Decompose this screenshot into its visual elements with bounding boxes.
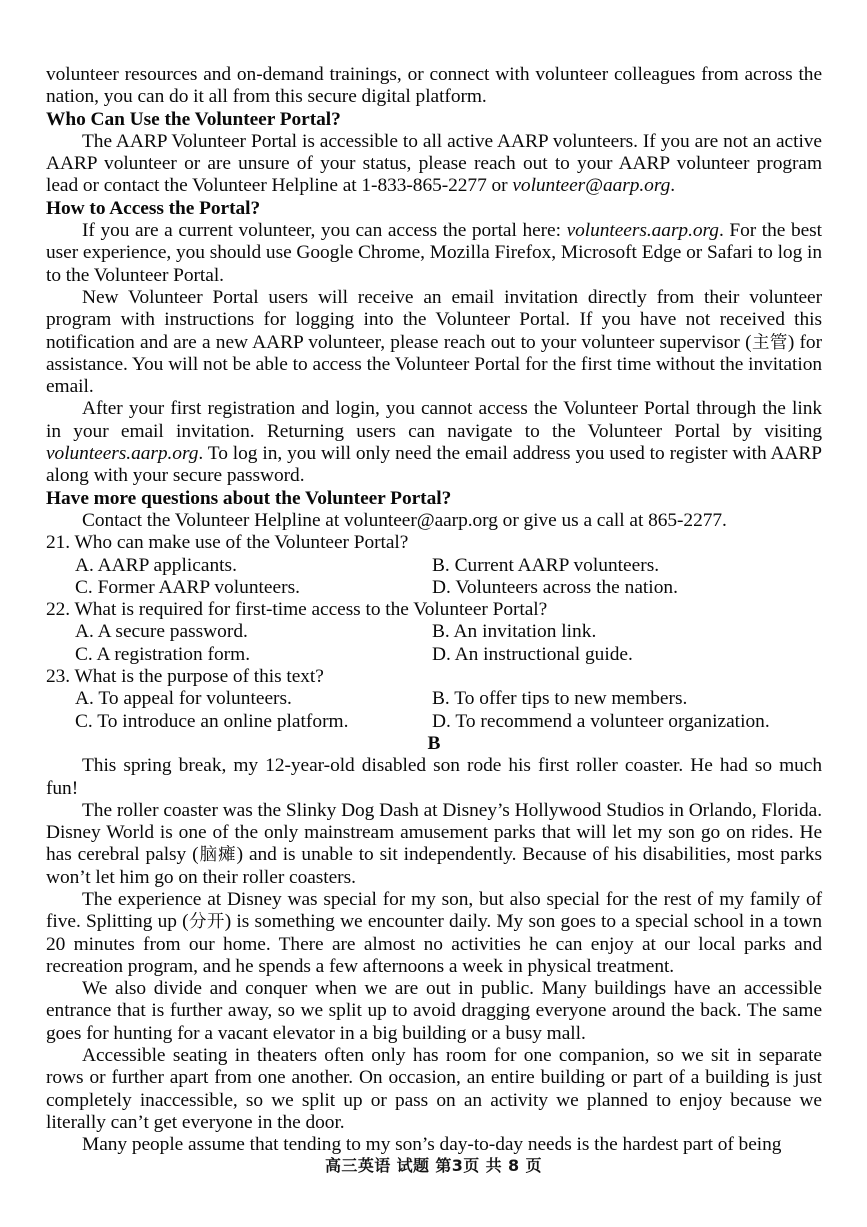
paragraph-access-2: [46, 287, 822, 398]
paragraph-access-3: [46, 398, 822, 487]
passage-b-paragraph-1: This spring break, my 12-year-old disabled son rode his first roller coaster. He had so much fun!: [46, 755, 822, 799]
paragraph-access-1: [46, 220, 822, 287]
question-23-option-b[interactable]: B. To offer tips to new members.: [432, 688, 688, 710]
heading-who-can-use: Who Can Use the Volunteer Portal?: [46, 108, 341, 130]
who-can-use-text-end: .: [670, 175, 676, 197]
paragraph-contact-helpline: Contact the Volunteer Helpline at volunteer@aarp.org or give us a call at 865-2277.: [82, 509, 727, 531]
access-2-end: ) for assistance. You will not be able to access the Volunteer Portal for the first time without the invitation email.: [46, 331, 822, 398]
question-21-option-d[interactable]: D. Volunteers across the nation.: [432, 576, 678, 598]
gloss-cerebral-palsy: 脑瘫: [198, 845, 237, 866]
gloss-supervisor: 主管: [751, 332, 788, 353]
question-22-option-d[interactable]: D. An instructional guide.: [432, 643, 633, 665]
question-22-option-c[interactable]: C. A registration form.: [75, 643, 251, 665]
passage-b-paragraph-2: [46, 800, 822, 889]
heading-how-to-access: How to Access the Portal?: [46, 197, 261, 219]
passage-b-paragraph-3: [46, 889, 822, 978]
section-letter-b: B: [427, 732, 441, 754]
page-content: [46, 64, 822, 1157]
question-21-options-row-1: [46, 555, 822, 577]
question-23-option-a[interactable]: A. To appeal for volunteers.: [75, 688, 292, 710]
access-2-start: New Volunteer Portal users will receive an email invitation directly from their volunteer program with instructions for logging into the Volunteer Portal. If you have not received this notification and are a new AARP volunteer, please reach out to your volunteer supervisor (: [46, 286, 822, 353]
question-22-stem: 22. What is required for first-time access to the Volunteer Portal?: [46, 599, 548, 621]
p3-start: The experience at Disney was special for my son, but also special for the rest of my family of five. Splitting up (: [46, 888, 822, 933]
access-1-end: . For the best user experience, you should use Google Chrome, Mozilla Firefox, Microsoft Edge or Safari to log in to the Volunteer Portal.: [46, 220, 822, 286]
question-21-options-row-2: [46, 577, 822, 599]
p2-start: The roller coaster was the Slinky Dog Dash at Disney’s Hollywood Studios in Orlando, Florida. Disney World is one of the only mainstream amusement parks that will let my son go on rides. He has cerebral palsy (: [46, 799, 822, 866]
passage-b-paragraph-5: Accessible seating in theaters often only has room for one companion, so we sit in separate rows or further apart from one another. On occasion, an entire building or part of a building is just completely inaccessible, so we split up or pass on an activity we planned to enjoy because we literally can’t get everyone in the door.: [46, 1045, 822, 1133]
heading-have-more-questions: Have more questions about the Volunteer Portal?: [46, 487, 452, 509]
question-23-options-row-1: [46, 688, 822, 710]
question-22-option-b[interactable]: B. An invitation link.: [432, 621, 597, 643]
portal-url-italic-1: volunteers.aarp.org: [566, 220, 719, 242]
who-can-use-text: The AARP Volunteer Portal is accessible to all active AARP volunteers. If you are not an active AARP volunteer or are unsure of your status, please reach out to your AARP volunteer program lead or contact the Volunteer Helpline at 1-833-865-2277 or: [46, 130, 822, 197]
passage-a-continuation: volunteer resources and on-demand trainings, or connect with volunteer colleagues from across the nation, you can do it all from this secure digital platform.: [46, 64, 822, 108]
p3-end: ) is something we encounter daily. My son goes to a special school in a town 20 minutes from our home. There are almost no activities he can enjoy at our local parks and recreation program, and he spends a few afternoons a week in physical treatment.: [46, 911, 822, 977]
access-1-start: If you are a current volunteer, you can access the portal here:: [82, 220, 567, 242]
question-21-stem: 21. Who can make use of the Volunteer Portal?: [46, 532, 409, 554]
access-3-end: . To log in, you will only need the email address you used to register with AARP along with your secure password.: [46, 443, 822, 487]
question-23-stem: 23. What is the purpose of this text?: [46, 666, 324, 688]
question-22-options-row-1: [46, 621, 822, 643]
passage-b-paragraph-6: Many people assume that tending to my son’s day-to-day needs is the hardest part of being: [82, 1134, 782, 1156]
access-3-start: After your first registration and login, you cannot access the Volunteer Portal through the link in your email invitation. Returning users can navigate to the Volunteer Portal by visiting: [46, 398, 822, 442]
question-23-options-row-2: [46, 711, 822, 733]
p2-end: ) and is unable to sit independently. Because of his disabilities, most parks won’t let him go on their roller coasters.: [46, 844, 822, 888]
portal-url-italic-2: volunteers.aarp.org: [46, 443, 199, 465]
page-footer: 高三英语 试题 第3页 共 8 页: [325, 1156, 542, 1175]
question-21-option-b[interactable]: B. Current AARP volunteers.: [432, 554, 660, 576]
question-22-option-a[interactable]: A. A secure password.: [75, 621, 248, 643]
question-23-option-d[interactable]: D. To recommend a volunteer organization.: [432, 710, 770, 732]
gloss-splitting-up: 分开: [188, 912, 225, 933]
question-23-option-c[interactable]: C. To introduce an online platform.: [75, 710, 349, 732]
question-21-option-a[interactable]: A. AARP applicants.: [75, 554, 237, 576]
question-21-option-c[interactable]: C. Former AARP volunteers.: [75, 576, 300, 598]
passage-b-paragraph-4: We also divide and conquer when we are out in public. Many buildings have an accessible entrance that is further away, so we split up to avoid dragging everyone around the back. The same goes for hunting for a vacant elevator in a big building or a busy mall.: [46, 978, 822, 1044]
paragraph-who-can-use-body: [46, 131, 822, 198]
question-22-options-row-2: [46, 644, 822, 666]
volunteer-email-italic: volunteer@aarp.org: [512, 175, 671, 197]
